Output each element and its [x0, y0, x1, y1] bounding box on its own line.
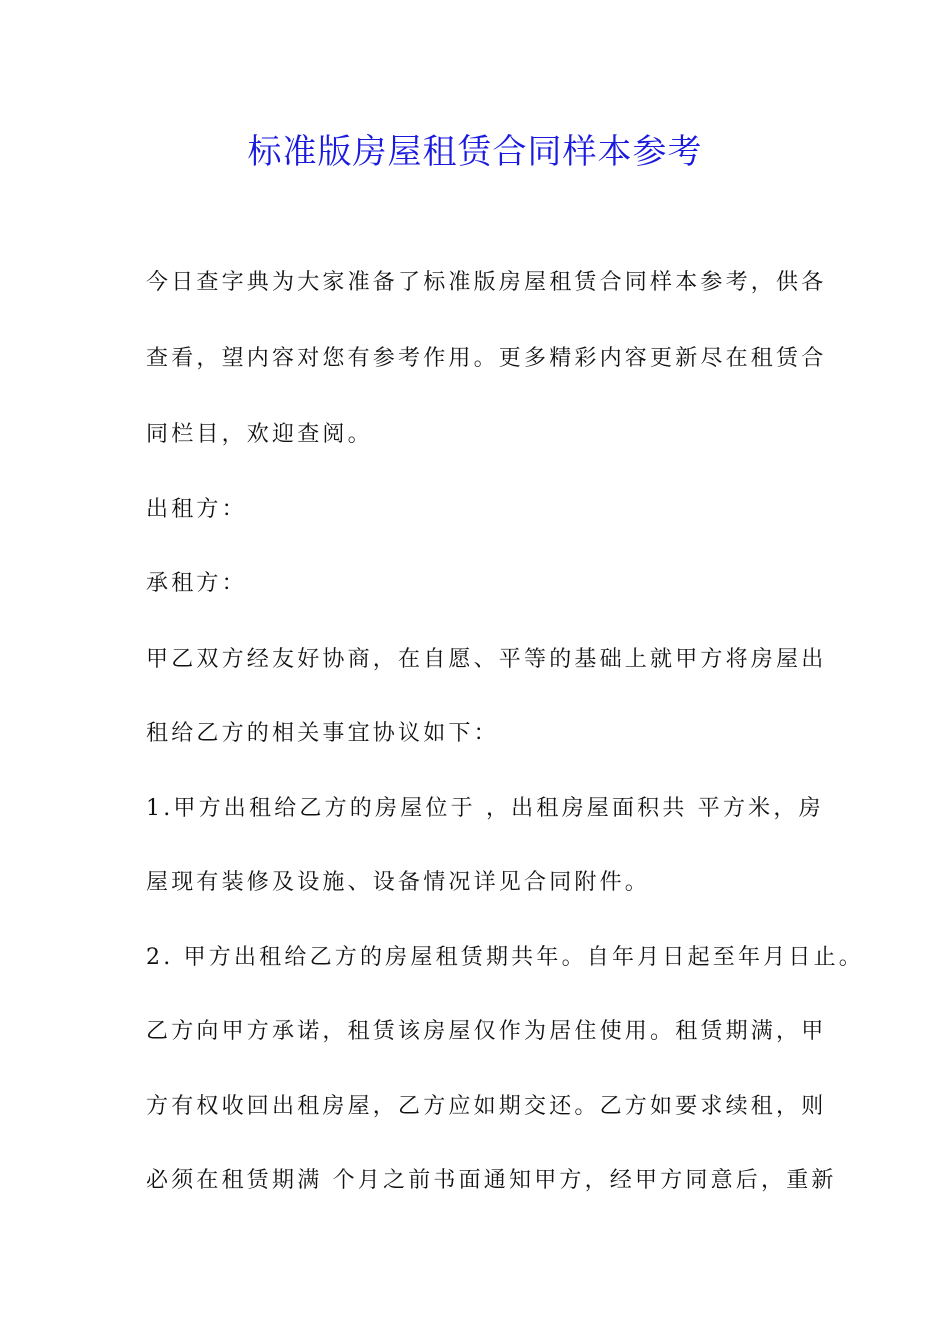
document-title: 标准版房屋租赁合同样本参考	[247, 132, 703, 172]
body-line: 查看，望内容对您有参考作用。更多精彩内容更新尽在租赁合	[146, 346, 827, 371]
body-line: 甲乙双方经友好协商，在自愿、平等的基础上就甲方将房屋出	[146, 647, 827, 672]
body-line: 租给乙方的相关事宜协议如下：	[146, 721, 499, 746]
body-line: 出租方：	[146, 497, 247, 522]
body-line: 今日查字典为大家准备了标准版房屋租赁合同样本参考，供各	[146, 270, 827, 295]
body-line: 必须在租赁期满 个月之前书面通知甲方，经甲方同意后，重新	[146, 1168, 837, 1193]
body-line: 屋现有装修及设施、设备情况详见合同附件。	[146, 870, 651, 895]
body-line: 同栏目，欢迎查阅。	[146, 422, 373, 447]
body-line: 承租方：	[146, 571, 247, 596]
body-line: 乙方向甲方承诺，租赁该房屋仅作为居住使用。租赁期满，甲	[146, 1019, 827, 1044]
body-line: 方有权收回出租房屋，乙方应如期交还。乙方如要求续租，则	[146, 1094, 827, 1119]
body-line: 1.甲方出租给乙方的房屋位于 ，出租房屋面积共 平方米，房	[146, 796, 824, 821]
body-line: 2. 甲方出租给乙方的房屋租赁期共年。自年月日起至年月日止。	[146, 945, 864, 970]
